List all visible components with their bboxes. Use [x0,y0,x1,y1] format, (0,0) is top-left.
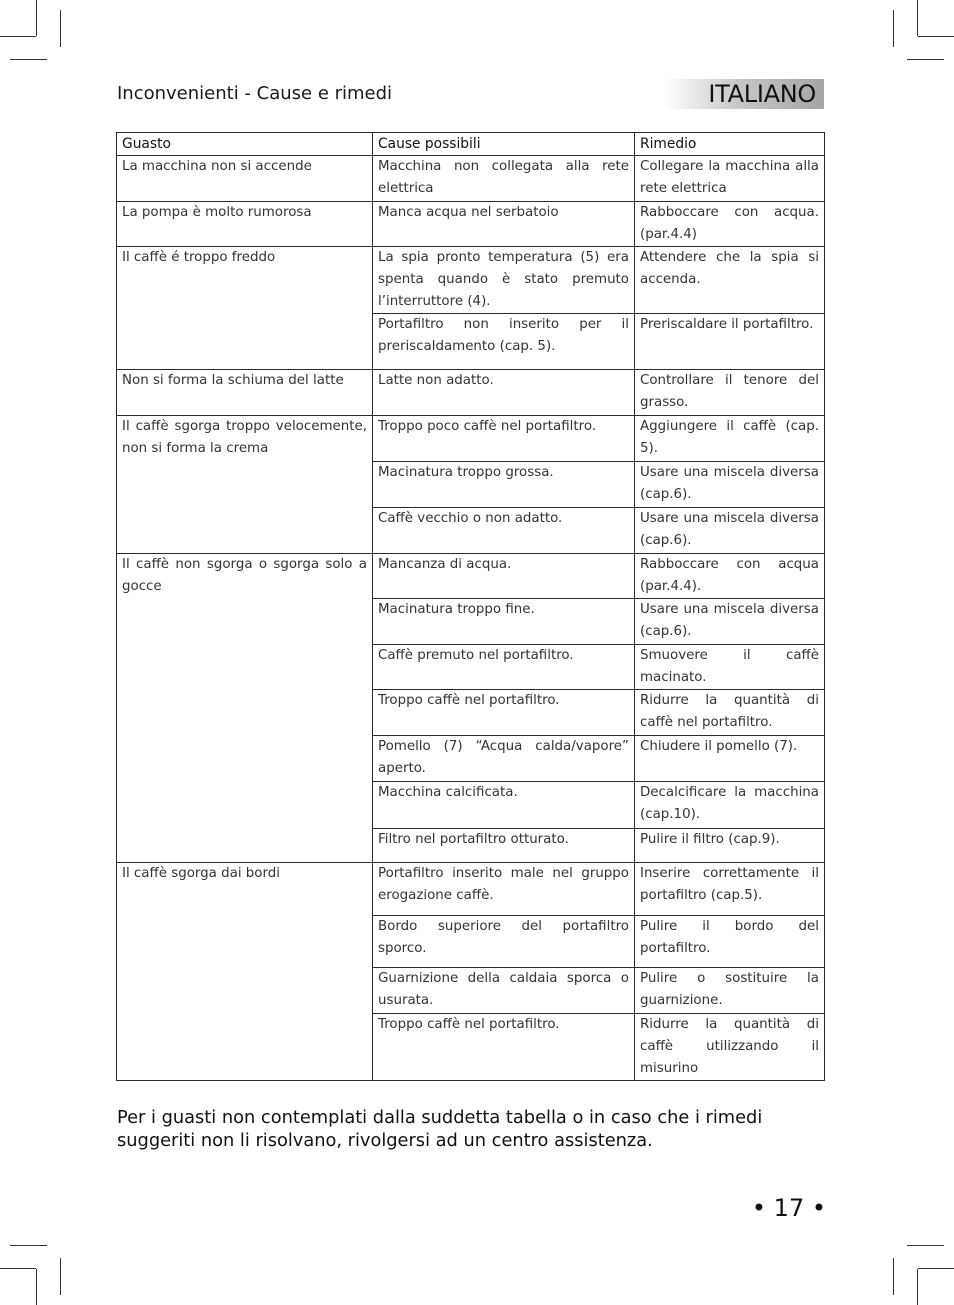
cause-cell: La spia pronto temperatura (5) era spenta quando è stato premuto l’interruttore (4). [373,247,635,314]
table-row [117,202,825,247]
cause-cell: Troppo caffè nel portafiltro. [373,1014,635,1081]
remedy-cell: Inserire correttamente il portafiltro (cap.5). [635,863,825,916]
fault-cell: Il caffè non sgorga o sgorga solo a gocce [117,554,373,863]
cause-cell: Bordo superiore del portafiltro sporco. [373,916,635,968]
table-row [117,416,825,462]
crop-mark [907,1245,944,1246]
language-banner [665,79,824,109]
remedy-cell: Aggiungere il caffè (cap. 5). [635,416,825,462]
remedy-cell: Usare una miscela diversa (cap.6). [635,462,825,508]
remedy-cell: Controllare il tenore del grasso. [635,370,825,416]
cause-cell: Pomello (7) “Acqua calda/vapore” aperto. [373,736,635,782]
cause-cell: Guarnizione della caldaia sporca o usurata. [373,968,635,1014]
remedy-cell: Collegare la macchina alla rete elettrica [635,156,825,202]
crop-mark [60,10,61,47]
table-row [117,863,825,916]
crop-mark [907,59,944,60]
assistance-note: Per i guasti non contemplati dalla suddetta tabella o in caso che i rimedi suggeriti non li risolvano, rivolgersi ad un centro assistenza. [117,1107,763,1151]
cause-cell: Troppo poco caffè nel portafiltro. [373,416,635,462]
cause-cell: Caffè vecchio o non adatto. [373,508,635,554]
cause-cell: Macchina non collegata alla rete elettrica [373,156,635,202]
table-header-row [117,133,825,156]
cause-cell: Mancanza di acqua. [373,554,635,599]
cause-cell: Caffè premuto nel portafiltro. [373,645,635,690]
remedy-cell: Usare una miscela diversa (cap.6). [635,508,825,554]
table-body [117,156,825,1081]
remedy-cell: Ridurre la quantità di caffè nel portafiltro. [635,690,825,736]
crop-mark [10,1245,47,1246]
language-label: ITALIANO [708,80,816,108]
fault-cell: Il caffè sgorga troppo velocemente, non si forma la crema [117,416,373,554]
fault-cell: La pompa è molto rumorosa [117,202,373,247]
cause-cell: Latte non adatto. [373,370,635,416]
crop-mark [0,36,36,37]
crop-mark [0,1268,36,1269]
crop-mark [917,0,918,36]
crop-mark [36,0,37,36]
cause-cell: Filtro nel portafiltro otturato. [373,829,635,863]
remedy-cell: Usare una miscela diversa (cap.6). [635,599,825,645]
remedy-cell: Chiudere il pomello (7). [635,736,825,782]
section-title: Inconvenienti - Cause e rimedi [117,83,393,104]
crop-mark [918,1268,954,1269]
remedy-cell: Pulire il bordo del portafiltro. [635,916,825,968]
remedy-cell: Pulire il filtro (cap.9). [635,829,825,863]
column-header-cause: Cause possibili [373,133,635,156]
crop-mark [918,36,954,37]
cause-cell: Portafiltro inserito male nel gruppo erogazione caffè. [373,863,635,916]
table-row [117,156,825,202]
remedy-cell: Pulire o sostituire la guarnizione. [635,968,825,1014]
crop-mark [893,10,894,47]
remedy-cell: Rabboccare con acqua (par.4.4). [635,554,825,599]
remedy-cell: Attendere che la spia si accenda. [635,247,825,314]
column-header-fault: Guasto [117,133,373,156]
page-number: • 17 • [751,1194,826,1222]
cause-cell: Manca acqua nel serbatoio [373,202,635,247]
fault-cell: La macchina non si accende [117,156,373,202]
table-row [117,370,825,416]
fault-cell: Non si forma la schiuma del latte [117,370,373,416]
cause-cell: Macchina calcificata. [373,782,635,829]
cause-cell: Troppo caffè nel portafiltro. [373,690,635,736]
remedy-cell: Smuovere il caffè macinato. [635,645,825,690]
fault-cell: Il caffè sgorga dai bordi [117,863,373,1081]
crop-mark [917,1269,918,1305]
remedy-cell: Rabboccare con acqua. (par.4.4) [635,202,825,247]
cause-cell: Portafiltro non inserito per il preriscaldamento (cap. 5). [373,314,635,370]
cause-cell: Macinatura troppo grossa. [373,462,635,508]
remedy-cell: Preriscaldare il portafiltro. [635,314,825,370]
remedy-cell: Decalcificare la macchina (cap.10). [635,782,825,829]
table-row [117,247,825,314]
column-header-remedy: Rimedio [635,133,825,156]
crop-mark [36,1269,37,1305]
crop-mark [60,1258,61,1295]
remedy-cell: Ridurre la quantità di caffè utilizzando il misurino [635,1014,825,1081]
cause-cell: Macinatura troppo fine. [373,599,635,645]
troubleshooting-table [116,132,825,1081]
crop-mark [10,59,47,60]
crop-mark [893,1258,894,1295]
table-row [117,554,825,599]
fault-cell: Il caffè é troppo freddo [117,247,373,370]
